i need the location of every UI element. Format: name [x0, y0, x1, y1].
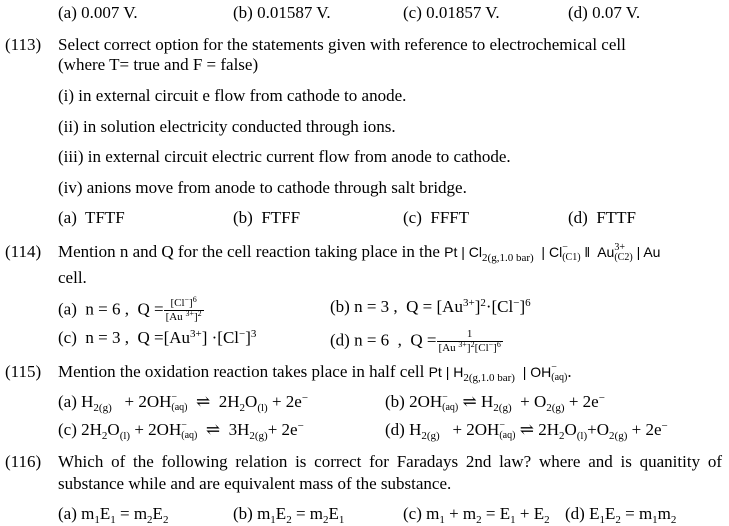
text-segment: [Cl [170, 297, 185, 309]
superscript: − [661, 420, 668, 432]
text-segment: ·[Cl [485, 297, 514, 316]
subscript: (aq) [551, 372, 568, 384]
text-segment: Mention the oxidation reaction takes place in half cell [58, 362, 429, 381]
subscript: 2(g) [249, 430, 268, 442]
text-segment: E [604, 504, 616, 523]
text-segment: ⇌ 2H [187, 392, 240, 411]
subscript: 2 [544, 514, 550, 526]
text-segment: . [567, 362, 572, 381]
text-segment: (ii) in solution electricity conducted through ions. [58, 117, 396, 136]
cell-notation: ‖ Au [580, 244, 615, 260]
text-segment: E [99, 504, 111, 523]
subscript: (l) [119, 430, 131, 442]
text-segment: = E [481, 504, 511, 523]
superscript: 6 [525, 297, 531, 309]
superscript: − [297, 420, 304, 432]
text-segment: (d) H [385, 420, 422, 439]
superscript: − [598, 392, 605, 404]
option-a [58, 297, 204, 324]
cell-notation: | Cl [533, 244, 563, 260]
question-stem-line [58, 35, 626, 55]
text-segment: [Au [438, 342, 459, 354]
subscript: 2(g,1.0 bar) [463, 372, 515, 384]
text-segment: = m [291, 504, 323, 523]
subscript: (aq) [171, 402, 188, 414]
subscript: 1 [599, 514, 605, 526]
cell-notation: Pt | H [428, 364, 464, 380]
text-segment: 1 [466, 328, 473, 340]
option-b [233, 208, 300, 228]
option-b [330, 297, 531, 317]
sup-sub-stack [442, 393, 458, 413]
subscript: 2 [558, 430, 565, 442]
cell-notation: | OH [514, 364, 552, 380]
option-c [58, 328, 256, 348]
superscript: − [499, 420, 505, 432]
superscript: 2 [470, 340, 475, 349]
superscript: 6 [496, 340, 501, 349]
text-segment: ] [193, 311, 198, 323]
subscript: 1 [439, 514, 445, 526]
subscript: 2 [147, 514, 153, 526]
subscript: (aq) [181, 430, 198, 442]
subscript: 2(g) [93, 402, 112, 414]
superscript: 3+ [614, 242, 625, 254]
option-a [58, 208, 125, 228]
text-segment: E [152, 504, 163, 523]
superscript: − [551, 362, 557, 374]
subscript: 2 [670, 514, 677, 526]
text-segment: Mention n and Q for the cell reaction taking place in the [58, 242, 445, 261]
question-stem-line [58, 268, 87, 288]
subscript: (aq) [442, 402, 459, 414]
option-c [58, 420, 304, 441]
text-segment: (c) m [403, 504, 440, 523]
option-d [330, 328, 503, 355]
subscript: (l) [257, 402, 268, 414]
statement-item [58, 147, 511, 167]
sup-sub-stack [614, 243, 632, 263]
statement-item [58, 86, 406, 106]
text-segment: (d) 0.07 V. [568, 3, 641, 22]
option-a [58, 504, 168, 524]
subscript: 1 [94, 514, 100, 526]
statement-item [58, 117, 396, 137]
option-a [58, 3, 138, 23]
text-segment: (iii) in external circuit electric current flow from anode to cathode. [58, 147, 511, 166]
subscript: (C1) [562, 252, 581, 264]
subscript: (C2) [614, 252, 633, 264]
subscript: (l) [576, 430, 588, 442]
superscript: − [239, 328, 246, 340]
sup-sub-stack [562, 243, 580, 263]
subscript: 1 [270, 514, 276, 526]
text-segment: Select correct option for the statements given with reference to electrochemical cell [58, 35, 626, 54]
text-segment: (b) FTFF [233, 208, 301, 227]
subscript: 2 [239, 402, 246, 414]
text-segment: ⇌ H [458, 392, 494, 411]
text-segment: ] [245, 328, 251, 347]
text-segment: + 2e [627, 420, 662, 439]
fraction-denominator [164, 311, 204, 324]
subscript: 1 [338, 514, 345, 526]
subscript: 2 [286, 514, 292, 526]
text-segment: + 2e [267, 392, 302, 411]
option-d [385, 420, 668, 441]
subscript: 2(g) [421, 430, 440, 442]
text-segment: [Au [165, 311, 186, 323]
superscript: 3+ [458, 340, 467, 349]
fraction-denominator [437, 342, 503, 355]
question-stem-line [58, 242, 660, 263]
text-segment: (c) n = 3 , Q =[Au [58, 328, 191, 347]
text-segment: + O [511, 392, 547, 411]
text-segment: O [107, 420, 120, 439]
text-segment: (b) 2OH [385, 392, 443, 411]
text-segment: (b) n = 3 , Q = [Au [330, 297, 463, 316]
superscript: 3+ [462, 297, 475, 309]
text-segment: cell. [58, 268, 87, 287]
text-segment: O [245, 392, 258, 411]
text-segment: ⇌ 2H [515, 420, 559, 439]
option-b [233, 504, 344, 524]
superscript: − [513, 297, 520, 309]
text-segment: + E [515, 504, 545, 523]
option-b [385, 392, 605, 413]
option-d [568, 208, 636, 228]
option-d [568, 3, 640, 23]
text-segment: (d) n = 6 , Q = [330, 330, 437, 350]
text-segment: (d) FTTF [568, 208, 636, 227]
text-segment: substance while and are equivalent mass of the substance. [58, 474, 452, 493]
text-segment: (c) FFFT [403, 208, 470, 227]
superscript: − [171, 392, 178, 404]
subscript: 2 [323, 514, 329, 526]
sup-sub-stack [171, 393, 187, 413]
text-segment: = m [115, 504, 148, 523]
text-segment: ] [189, 297, 193, 309]
superscript: − [184, 295, 190, 304]
subscript: 2 [615, 514, 621, 526]
text-segment: (i) in external circuit e flow from cathode to anode. [58, 86, 407, 105]
subscript: 2 [101, 430, 108, 442]
text-segment: (a) 0.007 V. [58, 3, 138, 22]
question-stem-line [58, 474, 451, 494]
option-c [403, 504, 550, 524]
subscript: 2(g) [546, 402, 565, 414]
text-segment: + m [444, 504, 477, 523]
text-segment: ] [466, 342, 471, 354]
text-segment: ] [519, 297, 526, 316]
superscript: 2 [480, 297, 486, 309]
superscript: − [488, 340, 494, 349]
text-segment: ] ·[Cl [201, 328, 240, 347]
subscript: 1 [110, 514, 116, 526]
subscript: 1 [510, 514, 516, 526]
superscript: 3+ [190, 328, 202, 340]
question-number: (113) [5, 35, 42, 54]
text-segment: + 2OH [439, 420, 500, 439]
superscript: − [301, 392, 309, 404]
question-stem-line [58, 362, 572, 383]
question-stem-line [58, 452, 722, 472]
superscript: 3 [250, 328, 257, 340]
subscript: 2(g) [609, 430, 628, 442]
superscript: 6 [192, 295, 197, 304]
superscript: 3+ [185, 309, 194, 318]
text-segment: (where T= true and F = false) [58, 55, 259, 74]
text-segment: + 2e [267, 420, 298, 439]
subscript: 2(g) [493, 402, 512, 414]
option-d [565, 504, 676, 524]
sup-sub-stack [181, 421, 197, 441]
question-number: (114) [5, 242, 42, 261]
subscript: 1 [652, 514, 658, 526]
subscript: 2 [476, 514, 482, 526]
option-b [233, 3, 331, 23]
superscript: − [442, 392, 448, 404]
text-segment: (c) 2H [58, 420, 102, 439]
subscript: 2 [162, 514, 169, 526]
sup-sub-stack [499, 421, 515, 441]
statement-item [58, 178, 467, 198]
fraction [437, 328, 503, 355]
superscript: − [181, 420, 187, 432]
text-segment: (b) 0.01587 V. [233, 3, 331, 22]
option-c [403, 208, 469, 228]
text-segment: + 2OH [111, 392, 172, 411]
cell-notation: | Au [632, 244, 661, 260]
text-segment: = m [620, 504, 653, 523]
text-segment: O [564, 420, 577, 439]
text-segment: (a) n = 6 , Q = [58, 299, 164, 319]
subscript: 2(g,1.0 bar) [482, 252, 534, 264]
question-number: (115) [5, 362, 42, 381]
text-segment: +O [587, 420, 610, 439]
subscript: (aq) [499, 430, 516, 442]
cell-notation: Pt | Cl [444, 244, 483, 260]
fraction [164, 297, 204, 324]
question-number: (116) [5, 452, 42, 471]
text-segment: (a) H [58, 392, 94, 411]
superscript: 2 [197, 309, 202, 318]
option-c [403, 3, 500, 23]
text-segment: + 2OH [130, 420, 182, 439]
text-segment: ⇌ 3H [197, 420, 250, 439]
text-segment: (d) E [565, 504, 600, 523]
text-segment: + 2e [564, 392, 599, 411]
text-segment: m [657, 504, 671, 523]
text-segment: (a) m [58, 504, 95, 523]
text-segment: E [328, 504, 339, 523]
text-segment: (b) m [233, 504, 271, 523]
text-segment: (iv) anions move from anode to cathode through salt bridge. [58, 178, 467, 197]
text-segment: [Cl [474, 342, 489, 354]
question-stem-line [58, 55, 258, 75]
text-segment: Which of the following relation is correct for Faradays 2nd law? where and is quanitity of [58, 452, 722, 471]
text-segment: (c) 0.01857 V. [403, 3, 500, 22]
text-segment: (a) TFTF [58, 208, 125, 227]
sup-sub-stack [551, 363, 567, 383]
option-a [58, 392, 308, 413]
text-segment: ] [493, 342, 497, 354]
text-segment: E [275, 504, 287, 523]
text-segment: ] [474, 297, 481, 316]
superscript: − [562, 242, 568, 254]
